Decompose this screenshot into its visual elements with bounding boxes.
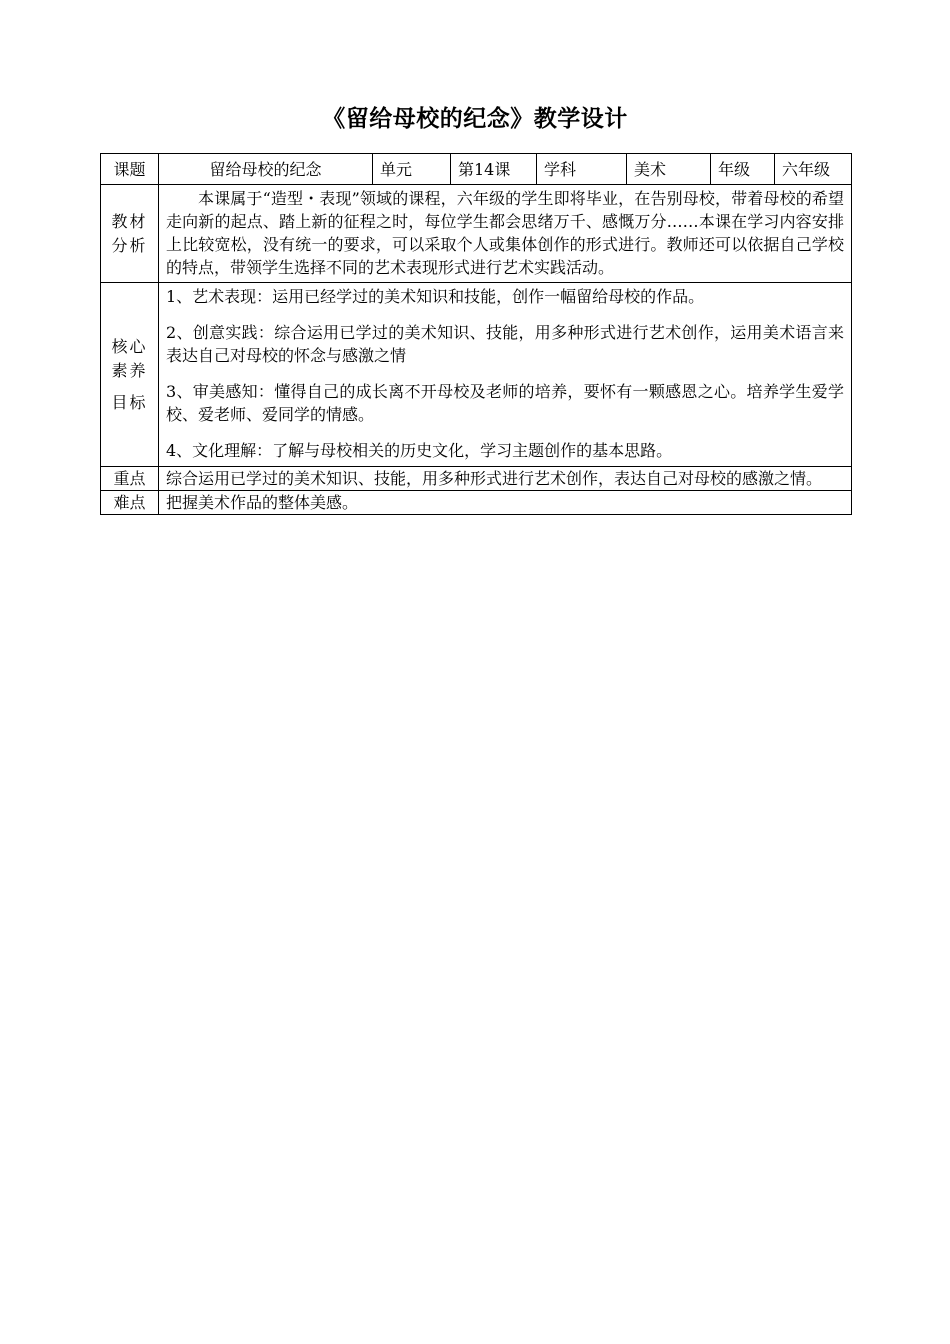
unit-label: 单元 bbox=[373, 154, 451, 185]
grade-label: 年级 bbox=[711, 154, 775, 185]
analysis-label: 教材 分析 bbox=[101, 185, 159, 283]
subject-value: 美术 bbox=[627, 154, 711, 185]
key-point-text: 综合运用已学过的美术知识、技能，用多种形式进行艺术创作，表达自己对母校的感激之情。 bbox=[159, 467, 852, 491]
goals-row bbox=[101, 283, 852, 467]
goals-label: 核心 素养 目标 bbox=[101, 283, 159, 467]
difficulty-label: 难点 bbox=[101, 491, 159, 515]
goal-item: 1、艺术表现：运用已经学过的美术知识和技能，创作一幅留给母校的作品。 bbox=[166, 287, 705, 306]
topic-label: 课题 bbox=[101, 154, 159, 185]
unit-value: 第14课 bbox=[451, 154, 537, 185]
difficulty-row bbox=[101, 491, 852, 515]
goal-item: 2、创意实践：综合运用已学过的美术知识、技能，用多种形式进行艺术创作，运用美术语言来表达自己对母校的怀念与感激之情 bbox=[166, 323, 844, 365]
goal-item: 3、审美感知：懂得自己的成长离不开母校及老师的培养，要怀有一颗感恩之心。培养学生爱学校、爱老师、爱同学的情感。 bbox=[166, 382, 844, 424]
analysis-text: 本课属于“造型・表现”领域的课程，六年级的学生即将毕业，在告别母校，带着母校的希望走向新的起点、踏上新的征程之时，每位学生都会思绪万千、感慨万分……本课在学习内容安排上比较宽松，没有统一的要求，可以采取个人或集体创作的形式进行。教师还可以依据自己学校的特点，带领学生选择不同的艺术表现形式进行艺术实践活动。 bbox=[159, 185, 852, 283]
header-row bbox=[101, 154, 852, 185]
analysis-row bbox=[101, 185, 852, 283]
goal-item: 4、文化理解：了解与母校相关的历史文化，学习主题创作的基本思路。 bbox=[166, 441, 673, 460]
topic-value: 留给母校的纪念 bbox=[159, 154, 373, 185]
goals-list bbox=[159, 283, 852, 467]
lesson-plan-table bbox=[100, 153, 852, 515]
grade-value: 六年级 bbox=[775, 154, 852, 185]
difficulty-text: 把握美术作品的整体美感。 bbox=[159, 491, 852, 515]
key-point-label: 重点 bbox=[101, 467, 159, 491]
key-point-row bbox=[101, 467, 852, 491]
document-title: 《留给母校的纪念》教学设计 bbox=[322, 106, 628, 132]
subject-label: 学科 bbox=[537, 154, 627, 185]
